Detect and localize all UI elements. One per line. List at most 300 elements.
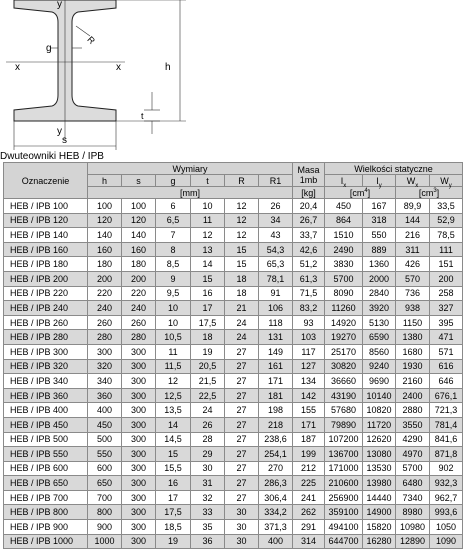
table-cell: 24 <box>225 330 259 345</box>
table-cell: 1680 <box>396 344 430 359</box>
table-cell: 187 <box>293 432 325 447</box>
table-row <box>4 213 463 228</box>
table-cell: 25170 <box>325 344 363 359</box>
y-axis-label-bottom: y <box>57 126 62 137</box>
table-cell: 19 <box>191 344 225 359</box>
table-cell: 43 <box>259 228 293 243</box>
table-cell: 42,6 <box>293 242 325 257</box>
section-title: Dwuteowniki HEB / IPB <box>0 151 104 162</box>
table-cell: 644700 <box>325 534 363 549</box>
table-cell: 900 <box>88 520 122 535</box>
table-cell: 18 <box>225 271 259 286</box>
cell-designation: HEB / IPB 650 <box>4 476 88 491</box>
table-cell: 11 <box>191 213 225 228</box>
profile-table <box>3 162 463 549</box>
table-cell: 300 <box>122 344 156 359</box>
table-cell: 5700 <box>325 271 363 286</box>
table-cell: 10 <box>191 199 225 214</box>
table-row <box>4 286 463 301</box>
table-cell: 51,2 <box>293 257 325 272</box>
cell-designation: HEB / IPB 550 <box>4 447 88 462</box>
table-row <box>4 520 463 535</box>
table-cell: 962,7 <box>430 490 463 505</box>
table-cell: 426 <box>396 257 430 272</box>
table-cell: 210600 <box>325 476 363 491</box>
table-cell: 700 <box>88 490 122 505</box>
table-cell: 1930 <box>396 359 430 374</box>
table-row <box>4 271 463 286</box>
table-cell: 736 <box>396 286 430 301</box>
cell-designation: HEB / IPB 700 <box>4 490 88 505</box>
table-cell: 238,6 <box>259 432 293 447</box>
table-cell: 34 <box>259 213 293 228</box>
table-cell: 33,5 <box>430 199 463 214</box>
table-cell: 13 <box>191 242 225 257</box>
table-cell: 32 <box>191 490 225 505</box>
table-cell: 240 <box>88 301 122 316</box>
table-cell: 889 <box>363 242 396 257</box>
table-cell: 134 <box>293 374 325 389</box>
table-cell: 262 <box>293 505 325 520</box>
table-cell: 30 <box>225 534 259 549</box>
cell-designation: HEB / IPB 220 <box>4 286 88 301</box>
table-cell: 371,3 <box>259 520 293 535</box>
table-cell: 19 <box>156 534 191 549</box>
table-cell: 79890 <box>325 417 363 432</box>
table-cell: 180 <box>88 257 122 272</box>
table-cell: 871,8 <box>430 447 463 462</box>
table-cell: 5130 <box>363 315 396 330</box>
table-cell: 161 <box>259 359 293 374</box>
table-cell: 30 <box>225 505 259 520</box>
table-cell: 220 <box>122 286 156 301</box>
table-cell: 721,3 <box>430 403 463 418</box>
table-cell: 550 <box>88 447 122 462</box>
table-cell: 10,5 <box>156 330 191 345</box>
table-cell: 286,3 <box>259 476 293 491</box>
table-cell: 106 <box>259 301 293 316</box>
table-cell: 300 <box>122 432 156 447</box>
table-cell: 21 <box>225 301 259 316</box>
table-cell: 218 <box>259 417 293 432</box>
table-cell: 280 <box>122 330 156 345</box>
table-cell: 15820 <box>363 520 396 535</box>
table-cell: 3550 <box>396 417 430 432</box>
table-cell: 400 <box>88 403 122 418</box>
table-cell: 107200 <box>325 432 363 447</box>
table-cell: 167 <box>363 199 396 214</box>
table-cell: 311 <box>396 242 430 257</box>
table-cell: 260 <box>122 315 156 330</box>
header-unit-kg: [kg] <box>293 187 325 199</box>
table-cell: 8980 <box>396 505 430 520</box>
table-cell: 10140 <box>363 388 396 403</box>
table-cell: 27 <box>225 388 259 403</box>
cell-designation: HEB / IPB 500 <box>4 432 88 447</box>
table-cell: 31 <box>191 476 225 491</box>
table-cell: 36 <box>191 534 225 549</box>
table-cell: 676,1 <box>430 388 463 403</box>
table-cell: 4290 <box>396 432 430 447</box>
table-cell: 11720 <box>363 417 396 432</box>
table-cell: 450 <box>88 417 122 432</box>
table-cell: 6480 <box>396 476 430 491</box>
flange-thickness-label: t <box>141 111 144 121</box>
header-oznaczenie: Oznaczenie <box>4 163 88 199</box>
table-cell: 151 <box>430 257 463 272</box>
web-thickness-label: g <box>46 43 52 54</box>
header-wy: $W_y$ <box>430 175 463 187</box>
table-cell: 13980 <box>363 476 396 491</box>
table-cell: 938 <box>396 301 430 316</box>
table-cell: 254,1 <box>259 447 293 462</box>
cell-designation: HEB / IPB 320 <box>4 359 88 374</box>
table-cell: 12 <box>225 228 259 243</box>
table-cell: 12 <box>191 228 225 243</box>
cell-designation: HEB / IPB 1000 <box>4 534 88 549</box>
table-cell: 300 <box>88 344 122 359</box>
table-cell: 7340 <box>396 490 430 505</box>
table-cell: 471 <box>430 330 463 345</box>
table-cell: 1050 <box>430 520 463 535</box>
table-cell: 27 <box>225 476 259 491</box>
table-cell: 395 <box>430 315 463 330</box>
header-unit-cm3: $[cm^3]$ <box>396 187 463 199</box>
table-cell: 306,4 <box>259 490 293 505</box>
table-cell: 14920 <box>325 315 363 330</box>
table-cell: 100 <box>88 199 122 214</box>
table-cell: 300 <box>122 534 156 549</box>
table-cell: 300 <box>122 403 156 418</box>
table-cell: 270 <box>259 461 293 476</box>
table-cell: 17,5 <box>191 315 225 330</box>
table-cell: 9 <box>156 271 191 286</box>
table-cell: 33 <box>191 505 225 520</box>
table-cell: 91 <box>259 286 293 301</box>
header-masa: Masa 1mb <box>293 163 325 187</box>
table-cell: 27 <box>225 461 259 476</box>
table-cell: 15,5 <box>156 461 191 476</box>
table-cell: 117 <box>293 344 325 359</box>
table-cell: 314 <box>293 534 325 549</box>
header-unit-cm4: $[cm^4]$ <box>325 187 396 199</box>
table-row <box>4 344 463 359</box>
table-cell: 650 <box>88 476 122 491</box>
cell-designation: HEB / IPB 260 <box>4 315 88 330</box>
y-axis-label-top: y <box>57 0 62 10</box>
table-cell: 17 <box>191 301 225 316</box>
table-cell: 24 <box>225 315 259 330</box>
table-cell: 260 <box>88 315 122 330</box>
table-cell: 2400 <box>396 388 430 403</box>
table-cell: 600 <box>88 461 122 476</box>
radius-label: R <box>85 34 98 47</box>
cell-designation: HEB / IPB 300 <box>4 344 88 359</box>
table-row <box>4 301 463 316</box>
table-cell: 5700 <box>396 461 430 476</box>
table-cell: 646 <box>430 374 463 389</box>
table-cell: 140 <box>88 228 122 243</box>
table-cell: 3920 <box>363 301 396 316</box>
cell-designation: HEB / IPB 360 <box>4 388 88 403</box>
table-cell: 30 <box>191 461 225 476</box>
table-cell: 6590 <box>363 330 396 345</box>
table-cell: 27 <box>225 447 259 462</box>
table-cell: 27 <box>225 359 259 374</box>
table-cell: 20,4 <box>293 199 325 214</box>
table-cell: 15 <box>191 271 225 286</box>
table-cell: 30 <box>225 520 259 535</box>
table-cell: 212 <box>293 461 325 476</box>
table-cell: 10820 <box>363 403 396 418</box>
table-cell: 6,5 <box>156 213 191 228</box>
table-cell: 17 <box>156 490 191 505</box>
cell-designation: HEB / IPB 160 <box>4 242 88 257</box>
table-cell: 993,6 <box>430 505 463 520</box>
table-row <box>4 447 463 462</box>
table-cell: 30820 <box>325 359 363 374</box>
table-cell: 327 <box>430 301 463 316</box>
table-cell: 71,5 <box>293 286 325 301</box>
table-cell: 7 <box>156 228 191 243</box>
header-g: g <box>156 175 191 187</box>
table-cell: 127 <box>293 359 325 374</box>
table-cell: 291 <box>293 520 325 535</box>
table-cell: 12,5 <box>156 388 191 403</box>
table-cell: 334,2 <box>259 505 293 520</box>
table-cell: 800 <box>88 505 122 520</box>
table-cell: 15 <box>225 257 259 272</box>
table-cell: 12 <box>225 199 259 214</box>
table-cell: 550 <box>363 228 396 243</box>
table-cell: 616 <box>430 359 463 374</box>
table-cell: 14440 <box>363 490 396 505</box>
header-r1: R1 <box>259 175 293 187</box>
table-cell: 52,9 <box>430 213 463 228</box>
table-cell: 17,5 <box>156 505 191 520</box>
table-cell: 160 <box>88 242 122 257</box>
table-cell: 494100 <box>325 520 363 535</box>
table-cell: 240 <box>122 301 156 316</box>
table-cell: 136700 <box>325 447 363 462</box>
table-cell: 140 <box>122 228 156 243</box>
table-cell: 131 <box>259 330 293 345</box>
table-cell: 144 <box>396 213 430 228</box>
table-cell: 14 <box>191 257 225 272</box>
table-cell: 15 <box>156 447 191 462</box>
table-cell: 300 <box>122 505 156 520</box>
table-cell: 14 <box>156 417 191 432</box>
table-cell: 2160 <box>396 374 430 389</box>
table-row <box>4 359 463 374</box>
table-cell: 13,5 <box>156 403 191 418</box>
cell-designation: HEB / IPB 280 <box>4 330 88 345</box>
table-cell: 6 <box>156 199 191 214</box>
header-ix: $I_x$ <box>325 175 363 187</box>
table-cell: 9690 <box>363 374 396 389</box>
header-iy: $I_y$ <box>363 175 396 187</box>
table-cell: 340 <box>88 374 122 389</box>
table-cell: 26,7 <box>293 213 325 228</box>
table-cell: 300 <box>122 476 156 491</box>
table-cell: 28 <box>191 432 225 447</box>
table-cell: 61,3 <box>293 271 325 286</box>
table-row <box>4 490 463 505</box>
table-cell: 57680 <box>325 403 363 418</box>
table-cell: 8560 <box>363 344 396 359</box>
table-cell: 18 <box>225 286 259 301</box>
table-cell: 27 <box>225 432 259 447</box>
table-cell: 21,5 <box>191 374 225 389</box>
table-cell: 15 <box>225 242 259 257</box>
table-cell: 171 <box>259 374 293 389</box>
cell-designation: HEB / IPB 200 <box>4 271 88 286</box>
table-cell: 300 <box>122 388 156 403</box>
cell-designation: HEB / IPB 100 <box>4 199 88 214</box>
table-cell: 300 <box>122 447 156 462</box>
table-row <box>4 257 463 272</box>
table-row <box>4 417 463 432</box>
table-row <box>4 505 463 520</box>
table-cell: 19270 <box>325 330 363 345</box>
table-cell: 864 <box>325 213 363 228</box>
table-cell: 24 <box>191 403 225 418</box>
table-row <box>4 199 463 214</box>
table-cell: 8,5 <box>156 257 191 272</box>
i-beam-cross-section-diagram <box>0 0 474 150</box>
table-cell: 35 <box>191 520 225 535</box>
table-cell: 10 <box>156 301 191 316</box>
table-cell: 16280 <box>363 534 396 549</box>
cell-designation: HEB / IPB 340 <box>4 374 88 389</box>
table-cell: 200 <box>430 271 463 286</box>
table-cell: 12 <box>225 213 259 228</box>
table-cell: 11260 <box>325 301 363 316</box>
table-cell: 9240 <box>363 359 396 374</box>
table-cell: 241 <box>293 490 325 505</box>
cell-designation: HEB / IPB 900 <box>4 520 88 535</box>
table-cell: 16 <box>156 476 191 491</box>
height-label: h <box>165 62 171 73</box>
table-row <box>4 388 463 403</box>
table-cell: 27 <box>225 344 259 359</box>
table-row <box>4 476 463 491</box>
table-cell: 111 <box>430 242 463 257</box>
table-cell: 33,7 <box>293 228 325 243</box>
table-cell: 300 <box>122 374 156 389</box>
table-cell: 65,3 <box>259 257 293 272</box>
cell-designation: HEB / IPB 600 <box>4 461 88 476</box>
table-cell: 1000 <box>88 534 122 549</box>
table-cell: 3830 <box>325 257 363 272</box>
table-cell: 199 <box>293 447 325 462</box>
cell-designation: HEB / IPB 400 <box>4 403 88 418</box>
table-cell: 22,5 <box>191 388 225 403</box>
x-axis-label-left: x <box>15 62 20 73</box>
table-cell: 171 <box>293 417 325 432</box>
table-cell: 2000 <box>363 271 396 286</box>
table-cell: 27 <box>225 374 259 389</box>
table-row <box>4 315 463 330</box>
table-body <box>4 199 463 549</box>
table-cell: 256900 <box>325 490 363 505</box>
table-cell: 1150 <box>396 315 430 330</box>
table-cell: 571 <box>430 344 463 359</box>
table-cell: 8090 <box>325 286 363 301</box>
table-cell: 10 <box>156 315 191 330</box>
table-cell: 120 <box>122 213 156 228</box>
table-cell: 1510 <box>325 228 363 243</box>
table-cell: 181 <box>259 388 293 403</box>
table-cell: 54,3 <box>259 242 293 257</box>
table-cell: 300 <box>122 520 156 535</box>
table-cell: 12 <box>156 374 191 389</box>
cell-designation: HEB / IPB 180 <box>4 257 88 272</box>
table-cell: 118 <box>259 315 293 330</box>
table-cell: 120 <box>88 213 122 228</box>
table-cell: 320 <box>88 359 122 374</box>
table-cell: 1360 <box>363 257 396 272</box>
table-cell: 1090 <box>430 534 463 549</box>
header-wielkosci: Wielkości statyczne <box>325 163 463 175</box>
table-row <box>4 461 463 476</box>
table-cell: 78,5 <box>430 228 463 243</box>
width-label: s <box>62 135 67 146</box>
table-cell: 225 <box>293 476 325 491</box>
table-row <box>4 228 463 243</box>
table-cell: 180 <box>122 257 156 272</box>
header-wx: $W_x$ <box>396 175 430 187</box>
table-cell: 280 <box>88 330 122 345</box>
header-t: t <box>191 175 225 187</box>
table-cell: 14900 <box>363 505 396 520</box>
header-r: R <box>225 175 259 187</box>
table-cell: 149 <box>259 344 293 359</box>
table-row <box>4 330 463 345</box>
table-cell: 160 <box>122 242 156 257</box>
table-cell: 27 <box>225 490 259 505</box>
table-header <box>4 163 463 199</box>
table-cell: 300 <box>122 461 156 476</box>
table-cell: 300 <box>122 359 156 374</box>
table-cell: 1380 <box>396 330 430 345</box>
table-cell: 2840 <box>363 286 396 301</box>
table-cell: 359100 <box>325 505 363 520</box>
table-cell: 12890 <box>396 534 430 549</box>
table-cell: 16 <box>191 286 225 301</box>
table-cell: 155 <box>293 403 325 418</box>
table-cell: 932,3 <box>430 476 463 491</box>
table-cell: 18 <box>191 330 225 345</box>
table-cell: 198 <box>259 403 293 418</box>
table-cell: 26 <box>191 417 225 432</box>
table-cell: 400 <box>259 534 293 549</box>
header-s: s <box>122 175 156 187</box>
table-cell: 4970 <box>396 447 430 462</box>
table-cell: 216 <box>396 228 430 243</box>
table-cell: 29 <box>191 447 225 462</box>
table-cell: 781,4 <box>430 417 463 432</box>
table-cell: 11,5 <box>156 359 191 374</box>
header-h: h <box>88 175 122 187</box>
table-cell: 100 <box>122 199 156 214</box>
table-cell: 300 <box>122 417 156 432</box>
table-row <box>4 374 463 389</box>
table-cell: 258 <box>430 286 463 301</box>
table-cell: 220 <box>88 286 122 301</box>
table-cell: 902 <box>430 461 463 476</box>
table-cell: 300 <box>122 490 156 505</box>
